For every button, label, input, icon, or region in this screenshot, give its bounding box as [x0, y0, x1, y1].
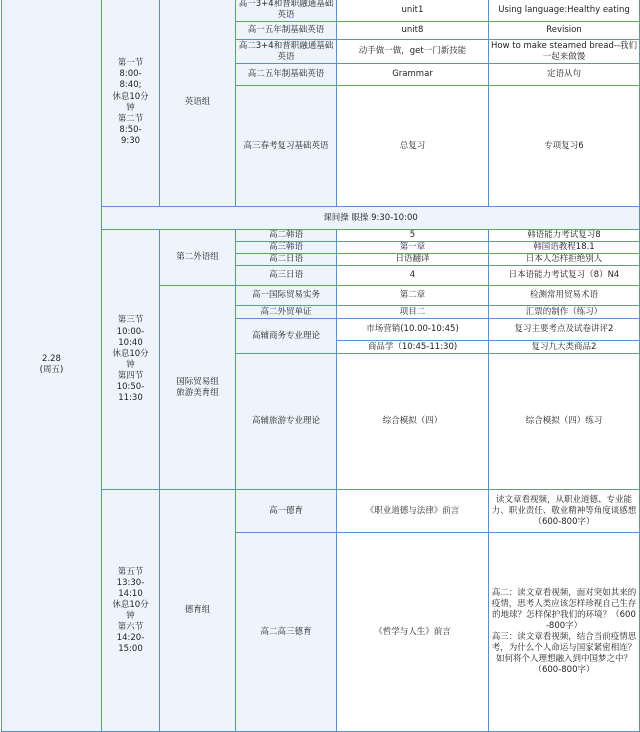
content-cell: unit8 — [337, 22, 489, 40]
task-cell: 复习主要考点及试卷讲评2 — [489, 319, 640, 341]
period-cell-3: 第五节 13:30- 14:10 休息10分 钟 第六节 14:20- 15:00 — [102, 490, 160, 732]
content-cell: 4 — [337, 266, 489, 286]
task-cell: 综合模拟（四）练习 — [489, 354, 640, 490]
table-row — [2, 0, 640, 22]
content-cell: 《职业道德与法律》前言 — [337, 490, 489, 533]
class-cell: 高辅旅游专业理论 — [236, 354, 337, 490]
period-cell-1: 第一节 8:00- 8:40; 休息10分 钟 第二节 8:50- 9:30 — [102, 0, 160, 207]
class-cell: 高二高三德育 — [236, 533, 337, 732]
break-cell: 课间操 眼操 9:30-10:00 — [102, 207, 640, 230]
task-cell: Using language:Healthy eating — [489, 0, 640, 22]
group-cell-moral: 德育组 — [160, 490, 236, 732]
period-cell-2: 第三节 10:00- 10:40 休息10分 钟 第四节 10:50- 11:30 — [102, 230, 160, 490]
content-cell: 第二章 — [337, 286, 489, 306]
group-cell-trade-tourism: 国际贸易组 旅游美育组 — [160, 286, 236, 490]
content-cell: 总复习 — [337, 86, 489, 207]
class-cell: 高一3+4和普职融通基础英语 — [236, 0, 337, 22]
class-cell: 高一五年制基础英语 — [236, 22, 337, 40]
group-cell-english: 英语组 — [160, 0, 236, 207]
schedule-table — [1, 0, 640, 732]
content-cell: unit1 — [337, 0, 489, 22]
content-cell: 商品学（10:45-11:30) — [337, 341, 489, 354]
task-cell: 高二：读文章看视频，面对突如其来的疫情，思考人类应该怎样珍视自己生存的地球？怎样保护我们的环境？（600-800字） 高三：读文章看视频，结合当前疫情思考，为什么个人命运与国家紧密相连？如何将个人理想融入到中国梦之中？（600-800字） — [489, 533, 640, 732]
content-cell: 项目二 — [337, 306, 489, 319]
class-cell: 高二3+4和普职融通基础英语 — [236, 40, 337, 64]
task-cell: 韩语能力考试复习8 — [489, 230, 640, 242]
class-cell: 高三韩语 — [236, 242, 337, 254]
task-cell: 韩国语教程18.1 — [489, 242, 640, 254]
class-cell: 高二外贸单证 — [236, 306, 337, 319]
task-cell: 日本语能力考试复习（8）N4 — [489, 266, 640, 286]
content-cell: Grammar — [337, 64, 489, 86]
date-cell: 2.28 (周五) — [2, 0, 102, 732]
class-cell: 高三春考复习基础英语 — [236, 86, 337, 207]
class-cell: 高三日语 — [236, 266, 337, 286]
task-cell: 日本人怎样拒绝别人 — [489, 254, 640, 266]
task-cell: How to make steamed bread--我们一起来做馒 — [489, 40, 640, 64]
content-cell: 日语翻译 — [337, 254, 489, 266]
class-cell: 高二日语 — [236, 254, 337, 266]
class-cell: 高辅商务专业理论 — [236, 319, 337, 354]
content-cell: 综合模拟（四） — [337, 354, 489, 490]
content-cell: 市场营销(10.00-10:45) — [337, 319, 489, 341]
class-cell: 高二五年制基础英语 — [236, 64, 337, 86]
class-cell: 高一德育 — [236, 490, 337, 533]
task-cell: 专项复习6 — [489, 86, 640, 207]
task-cell: 定语从句 — [489, 64, 640, 86]
group-cell-second-language: 第二外语组 — [160, 230, 236, 286]
task-cell: 汇票的制作（练习） — [489, 306, 640, 319]
content-cell: 第一章 — [337, 242, 489, 254]
task-cell: 检测常用贸易术语 — [489, 286, 640, 306]
content-cell: 5 — [337, 230, 489, 242]
class-cell: 高一国际贸易实务 — [236, 286, 337, 306]
content-cell: 动手做一做，get一门新技能 — [337, 40, 489, 64]
task-cell: 读文章看视频，从职业道德、专业能力、职业责任、敬业精神等角度谈感想 （600-800字） — [489, 490, 640, 533]
task-cell: Revision — [489, 22, 640, 40]
class-cell: 高二韩语 — [236, 230, 337, 242]
content-cell: 《哲学与人生》前言 — [337, 533, 489, 732]
task-cell: 复习九大类商品2 — [489, 341, 640, 354]
